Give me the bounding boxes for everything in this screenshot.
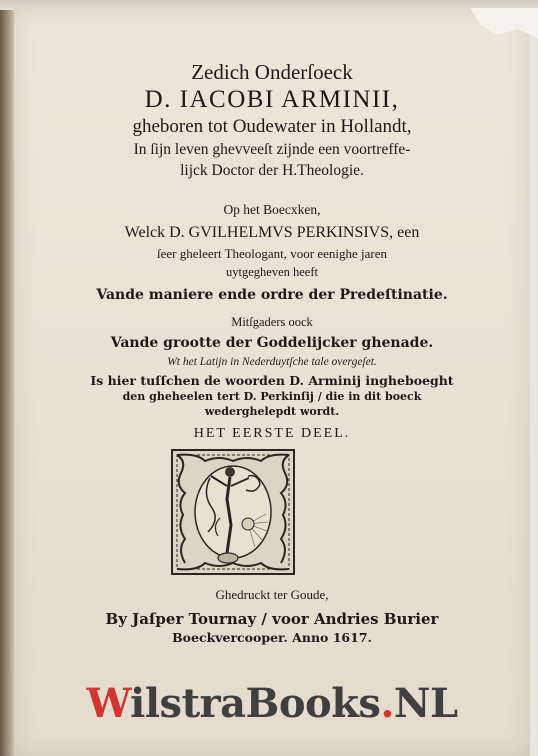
title-line-16: wederghelepdt wordt.: [204, 405, 340, 418]
title-line-11: Mitſgaders oock: [231, 315, 313, 329]
title-line-14: Is hier tuſſchen de woorden D. Arminij ingheboeght: [90, 373, 454, 388]
title-line-10: Vande maniere ende ordre der Predeſtinatie.: [96, 287, 448, 303]
title-line-5: lijck Doctor der H.Theologie.: [180, 162, 364, 179]
title-line-15: den gheheelen tert D. Perkinſij / die in dit boeck: [122, 390, 422, 403]
watermark-name: ilstraBooks: [130, 680, 381, 727]
watermark-red-letter: W: [86, 680, 131, 727]
title-line-3: gheboren tot Oudewater in Hollandt,: [132, 116, 412, 137]
printer-device-icon: [170, 448, 296, 576]
title-line-9: uytgegheven heeft: [226, 265, 318, 279]
title-line-12: Vande grootte der Goddelijcker ghenade.: [110, 335, 434, 351]
title-line-1: Zedich Onderſoeck: [191, 60, 353, 84]
watermark-suffix: NL: [393, 680, 458, 727]
title-author: D. IACOBI ARMINII,: [144, 86, 400, 113]
title-part: HET EERSTE DEEL.: [193, 426, 351, 441]
imprint-place: Ghedruckt ter Goude,: [215, 587, 329, 602]
title-line-7: Welck D. GVILHELMVS PERKINSIVS, een: [124, 224, 420, 241]
watermark-dot: .: [380, 680, 394, 727]
imprint-printer: By Jaſper Tournay / voor Andries Burier: [105, 610, 439, 628]
watermark: [14, 680, 530, 727]
title-line-6: Op het Boecxken,: [223, 202, 321, 217]
title-line-13: Wt het Latijn in Nederduytſche tale overgeſet.: [167, 356, 377, 368]
imprint-date: Boeckvercooper. Anno 1617.: [172, 630, 372, 645]
title-line-8: ſeer gheleert Theologant, voor eenighe jaren: [156, 246, 388, 261]
title-line-4: In ſijn leven ghevveeſt zijnde een voortreffe-: [133, 141, 411, 158]
